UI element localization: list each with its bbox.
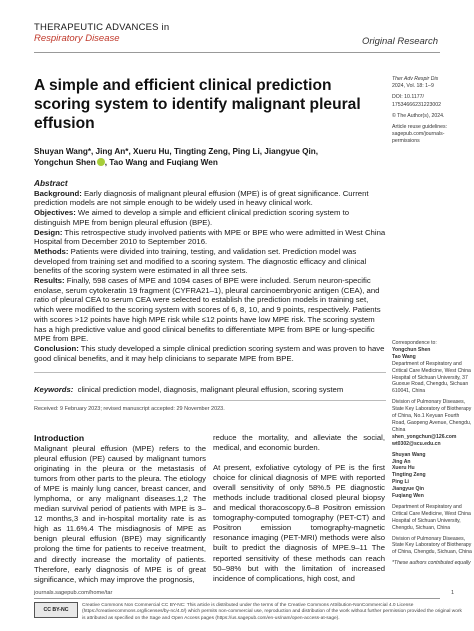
meta-journal: Ther Adv Respir Dis (392, 76, 439, 82)
authors-line2a: Yongchun Shen (34, 158, 96, 167)
meta-reuse: Article reuse guidelines: (392, 124, 448, 131)
authors-line2b: , Tao Wang and Fuqiang Wen (104, 158, 218, 167)
intro-heading: Introduction (34, 433, 85, 443)
abstract-design: Design: This retrospective study involved patients with MPE or BPE who were admitted in West China Hospital from December 2010 to September 2016. (34, 227, 386, 247)
article-title: A simple and efficient clinical prediction scoring system to identify malignant pleural effusion (34, 77, 361, 132)
email-link-2[interactable]: wt0302@scu.edu.cn (392, 440, 441, 447)
footer-divider (34, 598, 440, 599)
abstract-methods: Methods: Patients were divided into training, testing, and validation set. Prediction model was developed from training set and modified to a scoring system. The diagnostic efficacy and clinical benefits of the scoring system were estimated in all three sets. (34, 246, 367, 276)
keywords: Keywords: clinical prediction model, diagnosis, malignant pleural effusion, scoring system (34, 385, 344, 394)
email-link-1[interactable]: shen_yongchun@126.com (392, 433, 457, 440)
corr-heading: Correspondence to: (392, 340, 437, 346)
abstract-objectives: Objectives: We aimed to develop a simple and efficient clinical prediction scoring system to distinguish MPE from benign pleural effusion (BPE). (34, 208, 350, 227)
correspondence: Correspondence to: Yongchun Shen Tao Wang Department of Respiratory and Critical Care Medicine, West China Hospital of Sichuan University, 37 Guoxue Road, Chengdu, Sichuan 610041, China Division of Pulmonary Diseases, State Key Laboratory of Biotherapy of China, No.1 Keyuan Fourth Road, Gaopeng Avenue, Chengdu, China shen_yongchun@126.com wt0302@scu.edu.cn Shuyan Wang Jing An Xueru Hu Tingting Zeng Ping Li Jiangyue Qin Fuqiang Wen Department of Respiratory and Critical Care Medicine, West China Hospital of Sichuan University, Chengdu, Sichuan, China Division of Pulmonary Diseases, State Key Laboratory of Biotherapy of China, Chengdu, Sichuan, China *These authors contributed equally (392, 340, 472, 567)
page-number: 1 (451, 590, 455, 596)
received-dates: Received: 9 February 2023; revised manuscript accepted: 29 November 2023. (34, 406, 225, 412)
author-list (34, 146, 354, 168)
cc-license-icon[interactable]: CC BY-NC (34, 602, 78, 618)
equal-contribution-note: *These authors contributed equally (392, 560, 471, 567)
authors-line1: Shuyan Wang*, Jing An*, Xueru Hu, Tingting Zeng, Ping Li, Jiangyue Qin, (34, 147, 318, 156)
abstract-heading: Abstract (34, 178, 68, 188)
journal-url[interactable]: journals.sagepub.com/home/tar (34, 590, 113, 596)
orcid-icon[interactable] (97, 158, 105, 166)
intro-column-2: reduce the mortality, and alleviate the social, medical, and economic burden. At present, exfoliative cytology of PE is the first choice for clinical diagnosis of MPE with reported overall sensitivity of only 58%.5 PE diagnostic methods include traditional closed pleural biopsy and medical thoracoscopy.6–8 Positron emission tomography-computed tomography (PET-CT) and Positron emission tomography-magnetic resonance imaging (PET-MRI) methods were also built to predict the diagnosis of MPE.9–11 The reported sensitivity of these methods can reach 50–98% but with the limitation of increased incidence of complications, high cost, and (213, 433, 385, 583)
abstract-background: Background: Early diagnosis of malignant pleural effusion (MPE) is of great significance. Current prediction models are not simple enough to be widely used in heavy clinical work. (34, 188, 369, 208)
journal-subtitle: Respiratory Disease (34, 33, 120, 44)
meta-reuse-link[interactable]: sagepub.com/journals- (392, 131, 445, 138)
article-type: Original Research (361, 36, 438, 47)
abstract-results: Results: Finally, 598 cases of MPE and 1094 cases of BPE were included. Serum neuron-specific enolase, serum cytokeratin 19 fragment (CYFRA21–1), pleural carcinoembryonic antigen (CEA), and ratio of pleural CEA to serum CEA were selected to establish the prediction models in training set, which were modified to the scoring system with scores of 6, 8, 10, and 9 points, respectively. Patients with scores >12 points have high MPE risk while ≤12 points have low MPE risk. The scoring system has a high predictive value and good clinical benefits to differentiate MPE from BPE or lung-specific MPE from BPE. (34, 276, 381, 344)
intro-column-1: Malignant pleural effusion (MPE) refers to the pleural effusion (PE) caused by malignant tumors originating in the pleura or the metastasis of tumors from other parts to the pleura. The etiology of MPE is mainly lung cancer, breast cancer, and lymphoma, or any malignant diseases.1,2 The median survival period of patients with MPE is 3–12 months,3 and in-hospital mortality rate is as high as 11.6%.4 The misdiagnosis of MPE as benign pleural effusion (BPE) may significantly prolong the time for patients to receive treatment, and directly increase the mortality of patients. Therefore, early diagnosis of MPE is of great significance, which may improve the prognosis, (34, 444, 206, 584)
other-authors: Shuyan Wang Jing An Xueru Hu Tingting Zeng Ping Li Jiangyue Qin Fuqiang Wen (392, 451, 426, 500)
abstract (34, 179, 386, 363)
article-meta (392, 76, 472, 146)
meta-doi[interactable]: DOI: 10.1177/ (392, 94, 424, 101)
meta-doi-number[interactable]: 17534666231223002 (392, 101, 442, 108)
meta-copyright: © The Author(s), 2024. (392, 112, 445, 119)
keywords-divider-top (34, 372, 386, 373)
meta-volume: 2024, Vol. 18: 1–9 (392, 83, 434, 90)
abstract-conclusion: Conclusion: This study developed a simple clinical prediction scoring system and was proven to have good clinical benefits, and it may help clinicians to separate MPE from BPE. (34, 343, 385, 363)
meta-reuse-link2[interactable]: permissions (392, 138, 420, 145)
license-text: Creative Commons Non Commercial CC BY-NC: This article is distributed under the terms of the Creative Commons Attribution-NonCommercial 4.0 License (https://creativecommons.org/licenses/by-nc/4.0/) which permits non-commercial use, reproduction and distribution of the work without further permission provided the original work is attributed as specified on the Sage and Open Access pages (https://us.sagepub.com/en-us/nam/open-access-at-sage). (82, 603, 462, 621)
header-divider (34, 52, 440, 53)
journal-name: THERAPEUTIC ADVANCES in (34, 22, 170, 33)
keywords-divider-bottom (34, 400, 386, 401)
